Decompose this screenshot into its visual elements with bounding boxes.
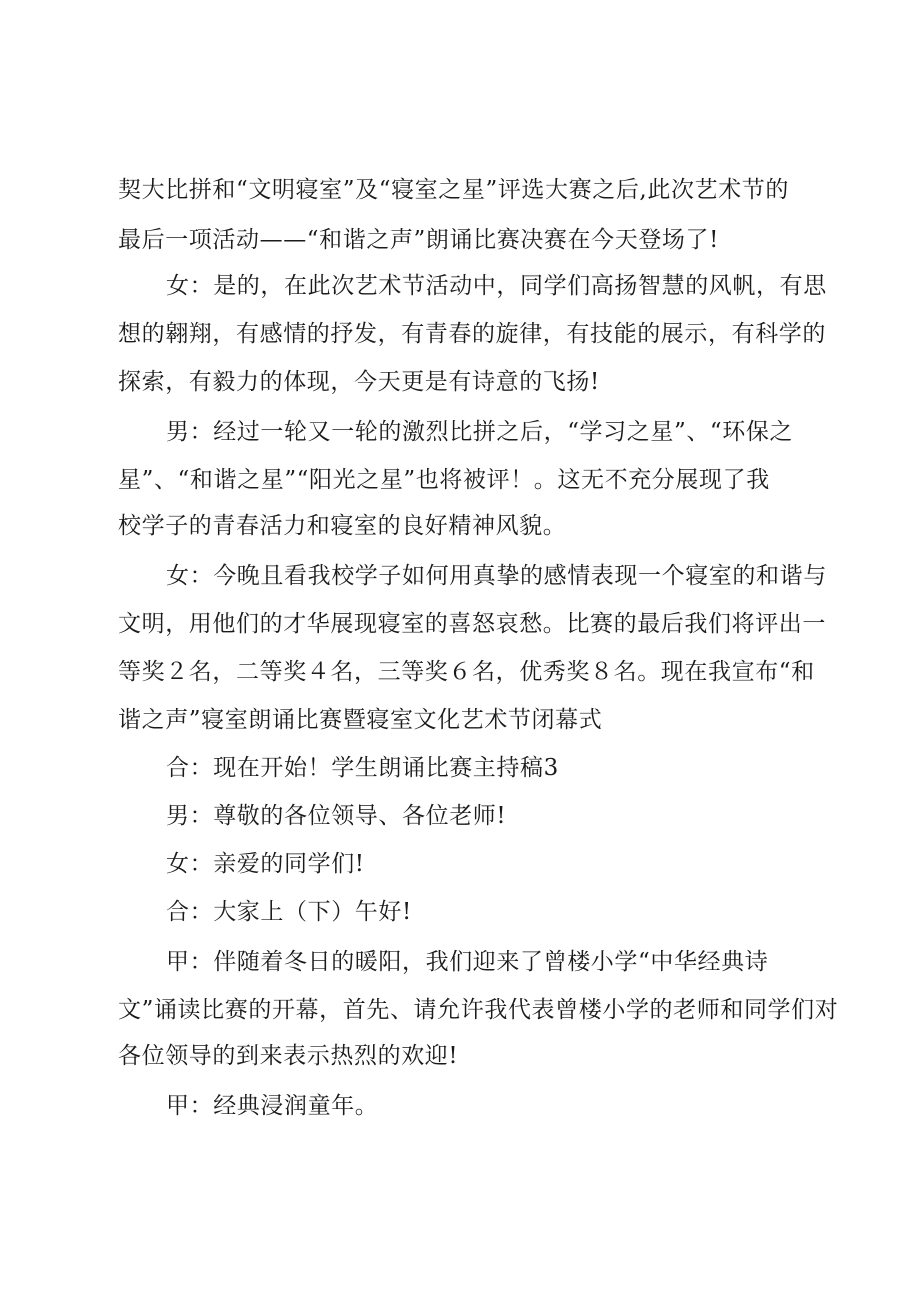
- paragraph-line: 探索，有毅力的体现，今天更是有诗意的飞扬!: [118, 369, 600, 395]
- paragraph-line: 女：亲爱的同学们!: [166, 851, 365, 877]
- paragraph-line: 甲：经典浸润童年。: [166, 1093, 379, 1119]
- paragraph-line: 男：尊敬的各位领导、各位老师!: [166, 803, 507, 829]
- paragraph-line: 文明，用他们的才华展现寝室的喜怒哀愁。比赛的最后我们将评出一: [118, 611, 826, 637]
- paragraph-line: 文”诵读比赛的开幕，首先、请允许我代表曾楼小学的老师和同学们对: [118, 997, 839, 1023]
- paragraph-line: 谐之声”寝室朗诵比赛暨寝室文化艺术节闭幕式: [118, 707, 603, 733]
- paragraph-line: 男：经过一轮又一轮的激烈比拼之后，“学习之星”、“环保之: [166, 419, 794, 445]
- paragraph-line: 合：大家上（下）午好!: [166, 899, 412, 925]
- paragraph-line: 等奖２名，二等奖４名，三等奖６名，优秀奖８名。现在我宣布“和: [118, 659, 815, 685]
- paragraph-line: 女：今晚且看我校学子如何用真挚的感情表现一个寝室的和谐与: [166, 563, 827, 589]
- paragraph-line: 星”、“和谐之星”“阳光之星”也将被评！。这无不充分展现了我: [118, 467, 770, 493]
- paragraph-line: 最后一项活动——“和谐之声”朗诵比赛决赛在今天登场了!: [118, 227, 719, 253]
- paragraph-line: 各位领导的到来表示热烈的欢迎!: [118, 1043, 459, 1069]
- paragraph-line: 契大比拼和“文明寝室”及“寝室之星”评选大赛之后,此次艺术节的: [118, 177, 789, 203]
- paragraph-line: 想的翱翔，有感情的抒发，有青春的旋律，有技能的展示，有科学的: [118, 321, 826, 347]
- paragraph-line: 甲：伴随着冬日的暖阳，我们迎来了曾楼小学“中华经典诗: [166, 949, 769, 975]
- paragraph-line: 校学子的青春活力和寝室的良好精神风貌。: [118, 513, 567, 539]
- paragraph-line: 合：现在开始！学生朗诵比赛主持稿3: [166, 755, 559, 781]
- paragraph-line: 女：是的，在此次艺术节活动中，同学们高扬智慧的风帆，有思: [166, 273, 827, 299]
